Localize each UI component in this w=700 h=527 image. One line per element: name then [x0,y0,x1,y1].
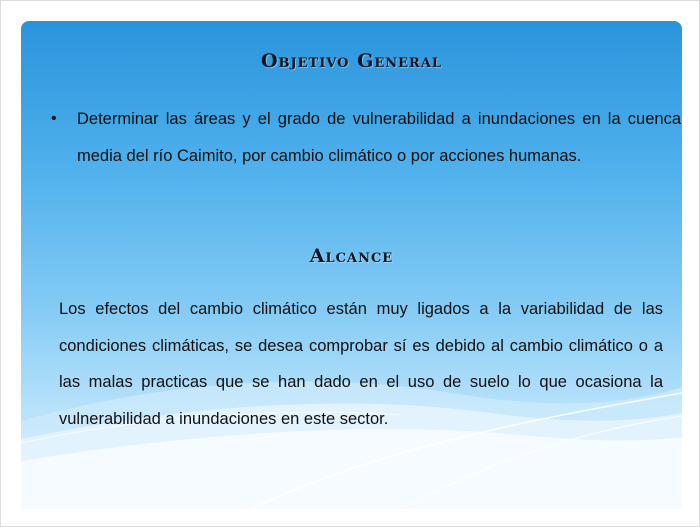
scope-heading: Alcance [309,245,394,267]
bullet-icon: • [51,110,57,127]
slide [21,21,682,509]
scope-text: Los efectos del cambio climático están muy ligados a la variabilidad de las condiciones climáticas, se desea comprobar sí es debido al cambio climático o a las malas practicas que se han dado en el uso de suelo lo que ocasiona la vulnerabilidad a inundaciones en este sector. [59,300,663,428]
objective-text: Determinar las áreas y el grado de vulnerabilidad a inundaciones en la cuenca media del río Caimito, por cambio climático o por acciones humanas. [77,110,681,165]
objective-heading: Objetivo General [260,50,443,72]
